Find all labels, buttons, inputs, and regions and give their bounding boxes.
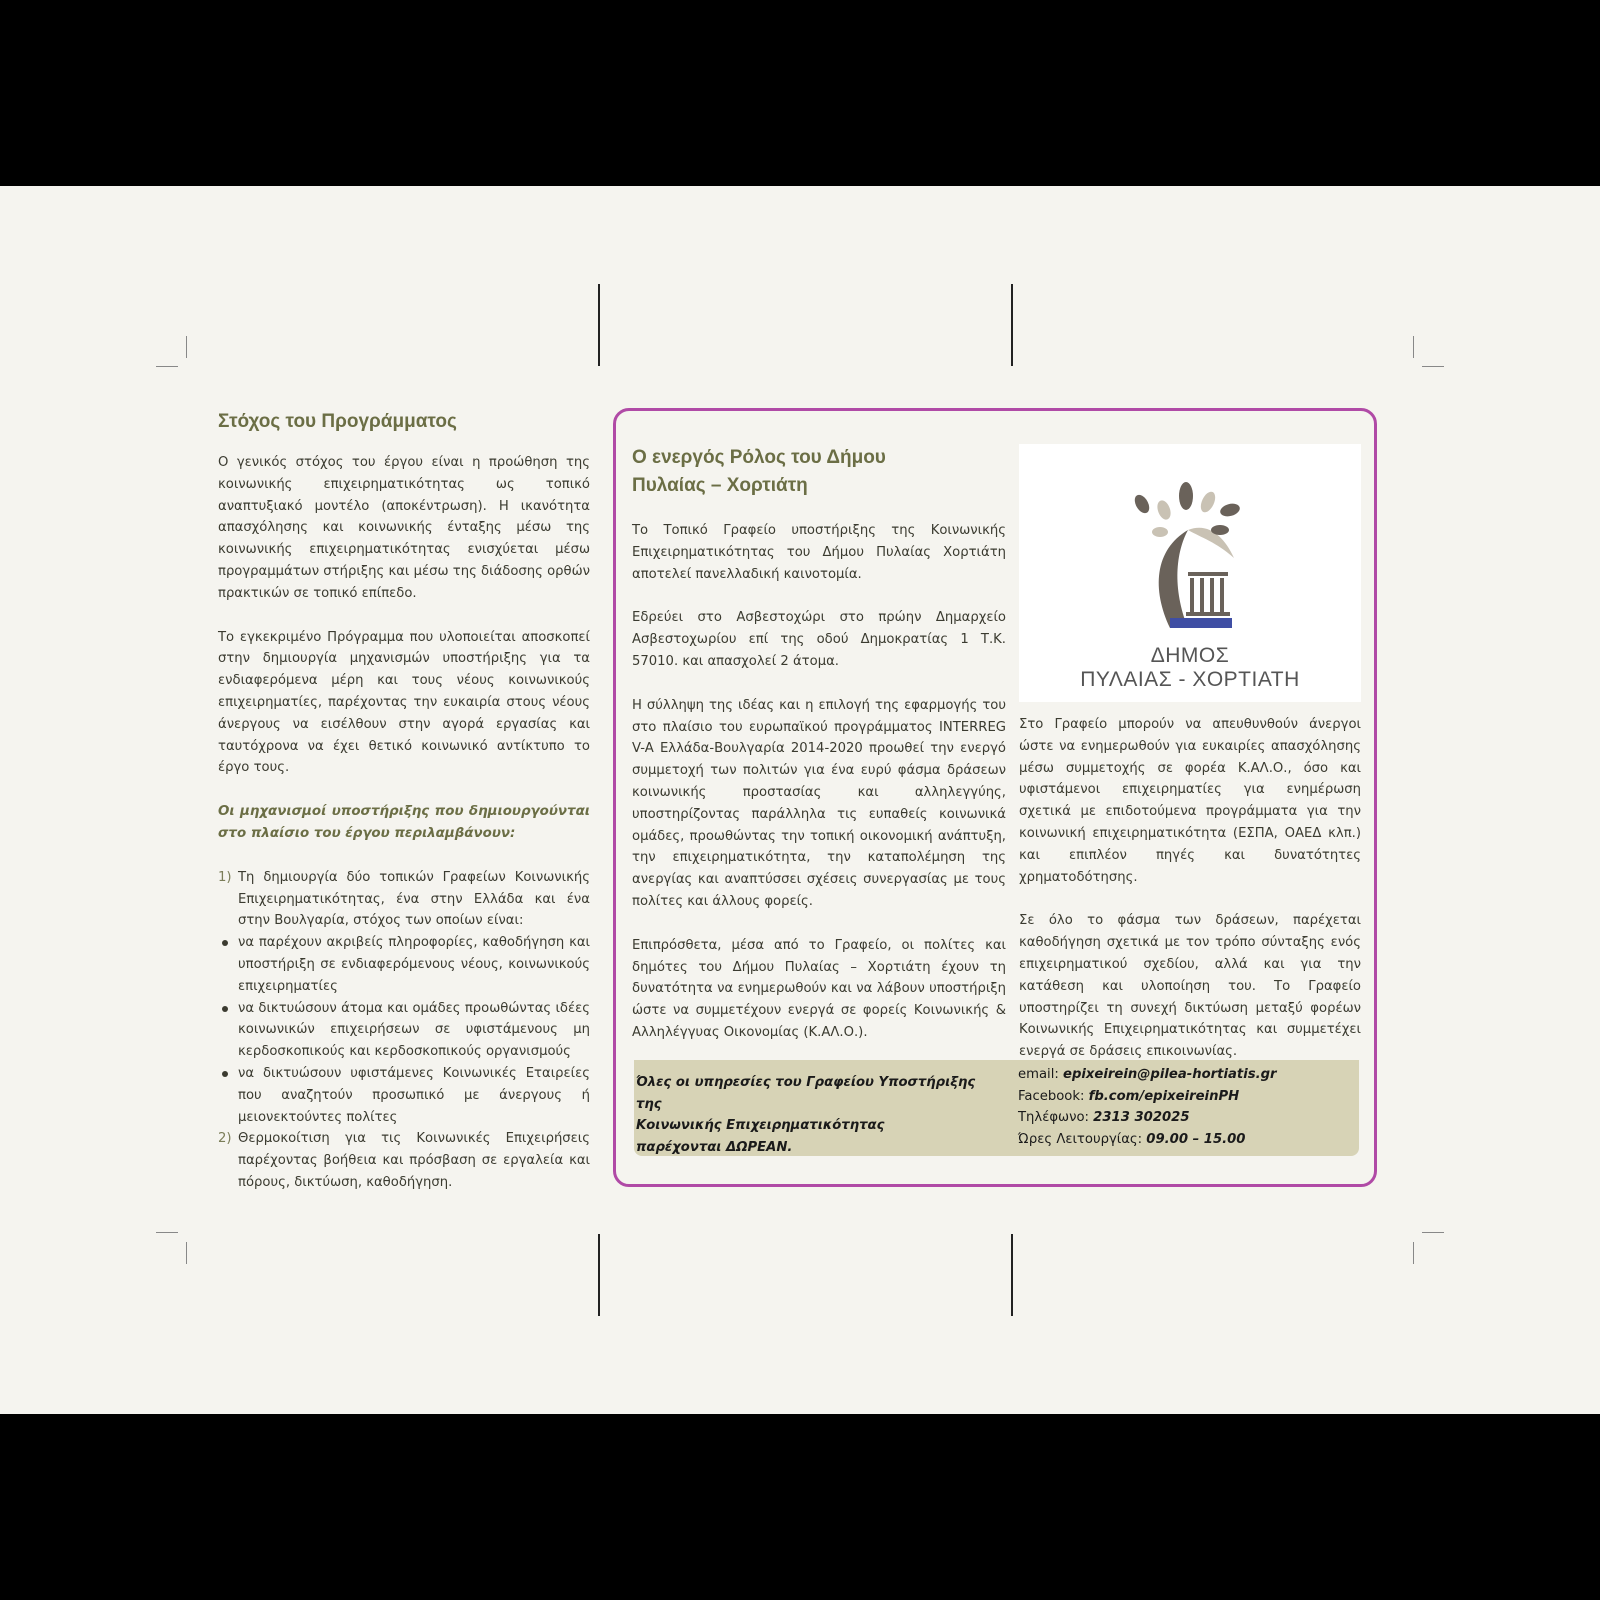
goal-paragraph: Ο γενικός στόχος του έργου είναι η προώθηση της κοινωνικής επιχειρηματικότητας ως τοπικό αναπτυξιακό μοντέλο (αποκέντρωση). Η ικανότητα απασχόλησης και κοινωνικής ένταξης μέσω της κοινωνικής επιχειρηματικότητας ενισχύεται μέσω προγραμμάτων στήριξης και μέσω της διάδοσης ορθών πρακτικών σε τοπικό επίπεδο. — [218, 455, 590, 601]
fold-mark-top-left — [598, 284, 600, 366]
list-number: 1) — [218, 869, 232, 885]
crop-mark — [156, 366, 178, 367]
hours-row — [1018, 1129, 1277, 1151]
bullet-item — [218, 932, 590, 997]
fold-mark-top-right — [1011, 284, 1013, 366]
tree-column-emblem-icon — [1130, 480, 1250, 630]
email-row — [1018, 1064, 1277, 1086]
crop-mark — [1422, 366, 1444, 367]
email-link[interactable]: epixeirein@pilea-hortiatis.gr — [1063, 1067, 1277, 1082]
facebook-link[interactable]: fb.com/epixeireinPH — [1088, 1088, 1240, 1104]
left-column — [218, 408, 590, 1194]
bullet-item — [218, 1063, 590, 1128]
citizens-paragraph: Επιπρόσθετα, μέσα από το Γραφείο, οι πολίτες και δημότες του Δήμου Πυλαίας – Χορτιάτη έχουν τη δυνατότητα να ενημερωθούν και να λάβουν υποστήριξη ώστε να συμμετέχουν ενεργά σε φορείς Κοινωνικής & Αλληλέγγυας Οικονομίας (Κ.ΑΛ.Ο.). — [632, 937, 1006, 1040]
facebook-row — [1018, 1086, 1277, 1108]
bullet-text: να δικτυώσουν άτομα και ομάδες προωθώντας ιδέες κοινωνικών επιχειρήσεων σε υφιστάμενους μη κερδοσκοπικούς και κερδοσκοπικούς οργανισμούς — [238, 1000, 590, 1060]
fold-mark-bottom-left — [598, 1234, 600, 1316]
note-line: Κοινωνικής Επιχειρηματικότητας — [636, 1118, 885, 1134]
crop-mark — [186, 1242, 187, 1264]
office-location-paragraph: Εδρεύει στο Ασβεστοχώρι στο πρώην Δημαρχείο Ασβεστοχωρίου επί της οδού Δημοκρατίας 1 Τ.Κ. 57010. και απασχολεί 2 άτομα. — [632, 610, 1006, 669]
note-line: Όλες οι υπηρεσίες του Γραφείου Υποστήριξης της — [636, 1075, 976, 1112]
office-audience-paragraph: Στο Γραφείο μπορούν να απευθυνθούν άνεργοι ώστε να ενημερωθούν για ευκαιρίες απασχόλησης μέσω συμμετοχής σε φορέα Κ.ΑΛ.Ο., όσο και υφιστάμενοι επιχειρηματίες για ενημέρωση σχετικά με επιδοτούμενα προγράμματα για την κοινωνική επιχειρηματικότητα (ΕΣΠΑ, ΟΑΕΔ κλπ.) και επιπλέον πηγές και δυνατότητες χρηματοδότησης. — [1019, 717, 1361, 885]
heading-line: Πυλαίας – Χορτιάτη — [632, 475, 808, 496]
crop-mark — [1413, 336, 1414, 358]
contact-banner — [634, 1060, 1359, 1156]
email-label: email: — [1018, 1067, 1064, 1082]
phone-row — [1018, 1107, 1277, 1129]
crop-mark — [156, 1232, 178, 1233]
list-item-text: Θερμοκοίτιση για τις Κοινωνικές Επιχειρήσεις παρέχοντας βοήθεια και πρόσβαση σε εργαλεία και πόρους, δικτύωση, καθοδήγηση. — [238, 1131, 590, 1190]
crop-mark — [1422, 1232, 1444, 1233]
bullet-text: να παρέχουν ακριβείς πληροφορίες, καθοδήγηση και υποστήριξη σε ενδιαφερόμενους νέους, κοινωνικούς επιχειρηματίες — [238, 935, 590, 994]
logo-text-line: ΠΥΛΑΙΑΣ - ΧΟΡΤΙΑΤΗ — [1080, 668, 1300, 691]
hours-value: 09.00 – 15.00 — [1146, 1131, 1246, 1147]
municipality-role-heading — [632, 444, 1006, 500]
list-number: 2) — [218, 1131, 232, 1147]
bullet-icon — [218, 998, 238, 1063]
bullet-icon — [218, 932, 238, 997]
bullet-item — [218, 998, 590, 1063]
phone-label: Τηλέφωνο: — [1018, 1110, 1094, 1126]
middle-column — [632, 444, 1006, 1044]
list-item-text: Τη δημιουργία δύο τοπικών Γραφείων Κοινωνικής Επιχειρηματικότητας, ένα στην Ελλάδα και ένα στην Βουλγαρία, στόχος των οποίων είναι: — [238, 869, 590, 929]
free-services-note — [636, 1072, 996, 1158]
note-line: παρέχονται ΔΩΡΕΑΝ. — [636, 1139, 793, 1155]
right-column — [1019, 714, 1361, 1063]
list-item — [218, 1128, 590, 1193]
mechanisms-heading: Οι μηχανισμοί υποστήριξης που δημιουργούνται στο πλαίσιο του έργου περιλαμβάνουν: — [218, 804, 590, 841]
heading-line: Ο ενεργός Ρόλος του Δήμου — [632, 447, 886, 468]
crop-mark — [186, 336, 187, 358]
bullet-text: να δικτυώσουν υφιστάμενες Κοινωνικές Εταιρείες που αναζητούν προσωπικό με άνεργους ή μειονεκτούντες πολίτες — [238, 1065, 590, 1125]
program-goal-heading: Στόχος του Προγράμματος — [218, 411, 457, 432]
facebook-label: Facebook: — [1018, 1088, 1089, 1104]
program-paragraph: Το εγκεκριμένο Πρόγραμμα που υλοποιείται αποσκοπεί στην δημιουργία μηχανισμών υποστήριξης για τα ενδιαφερόμενα μέρη και τους νέους κοινωνικούς επιχειρηματίες, παρέχοντας την ευκαιρία στους νέους άνεργους να εισέλθουν στην αγορά εργασίας και ταυτόχρονα να έχει θετικό κοινωνικό αντίκτυπο το έργο τους. — [218, 629, 590, 776]
guidance-paragraph: Σε όλο το φάσμα των δράσεων, παρέχεται καθοδήγηση σχετικά με τον τρόπο σύνταξης ενός επιχειρηματικού σχεδίου, αλλά και για την κατάθεση και υλοποίηση του. Το Γραφείο υποστηρίζει τη συνεχή δικτύωση μεταξύ φορέων Κοινωνικής Επιχειρηματικότητας και συμμετέχει ενεργά σε δράσεις επικοινωνίας. — [1019, 913, 1361, 1060]
fold-mark-bottom-right — [1011, 1234, 1013, 1316]
list-item — [218, 867, 590, 932]
crop-mark — [1413, 1242, 1414, 1264]
phone-number[interactable]: 2313 302025 — [1093, 1110, 1190, 1126]
office-innovation-paragraph: Το Τοπικό Γραφείο υποστήριξης της Κοινωνικής Επιχειρηματικότητας του Δήμου Πυλαίας Χορτιάτη αποτελεί πανελλαδική καινοτομία. — [632, 523, 1006, 582]
bullet-icon — [218, 1063, 238, 1128]
hours-label: Ώρες Λειτουργίας: — [1018, 1131, 1147, 1147]
logo-text-line: ΔΗΜΟΣ — [1150, 644, 1230, 667]
municipality-logo — [1019, 444, 1361, 702]
interreg-paragraph: Η σύλληψη της ιδέας και η επιλογή της εφαρμογής του στο πλαίσιο του ευρωπαϊκού προγράμματος INTERREG V-A Ελλάδα-Βουλγαρία 2014-2020 προωθεί την ενεργό συμμετοχή των πολιτών για ένα ευρύ φάσμα δράσεων κοινωνικής προστασίας και αλληλεγγύης, υποστηρίζοντας παράλληλα τις ευπαθείς κοινωνικά ομάδες, προωθώντας την τοπική οικονομική ανάπτυξη, την επιχειρηματικότητα, την καταπολέμηση της ανεργίας και αναπτύσσει σχέσεις συνεργασίας με τους πολίτες και άλλους φορείς. — [632, 697, 1006, 909]
contact-details — [1018, 1064, 1277, 1150]
